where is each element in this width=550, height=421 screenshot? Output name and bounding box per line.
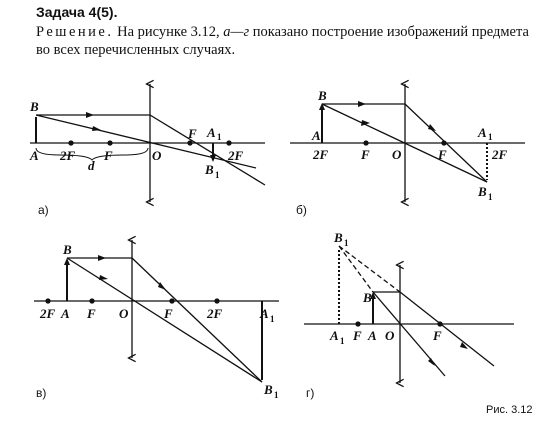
panel-v-label-F-right: F [164,306,173,321]
panel-g-label-B1: B [334,230,343,245]
panel-v-focus-point-2F-left [46,299,50,303]
panel-b-label-B1-sub: 1 [488,192,493,202]
panel-g-ray-refracted [400,292,494,366]
panel-a-focus-point-left2 [69,141,73,145]
panel-b-ray-arrowhead-1 [358,101,366,107]
panel-b-label-2F-right: 2F [492,147,508,162]
panel-a-ray-arrowhead-1 [86,112,94,118]
panel-a-label-B1-sub: 1 [215,170,220,180]
panel-g-label-F-right: F [433,328,442,343]
panel-v-label-B1: B [264,382,273,397]
solution-lead: Решение. [36,24,114,40]
panel-a-label-B: B [30,99,39,114]
panel-g-label-F-left: F [353,328,362,343]
panel-g-tag: г) [306,386,315,400]
panel-v-labels [36,242,279,400]
panel-v-label-2F-right: 2F [207,306,223,321]
panel-g-label-B: B [363,290,372,305]
panel-v-ray-arrowhead-1 [98,255,106,261]
panel-b-label-2F-left: 2F [313,147,329,162]
panel-g-label-A1: A [330,328,339,343]
panel-a-label-O: O [152,148,162,163]
panel-a-label-A1: A [207,125,216,140]
panel-v-label-O: O [119,306,129,321]
panel-g-ray-arrowhead-2 [428,358,435,366]
panel-b-focus-point-left [364,141,368,145]
panel-v-label-2F-left: 2F [40,306,56,321]
figure-caption: Рис. 3.12 [486,404,533,416]
panel-a-focus-point-right [188,141,192,145]
panel-v-label-A1-sub: 1 [270,314,275,324]
panel-v-label-A1: A [260,306,269,321]
task-title: Задача 4(5). [36,4,118,20]
panel-v-label-A: A [61,306,70,321]
panel-b-label-A1-sub: 1 [488,132,493,142]
panel-g-focus-point-right [438,322,442,326]
panel-a-label-F-left: F [104,148,113,163]
panel-g [304,246,514,383]
panel-a-focus-point-right2 [227,141,231,145]
panel-v-tag: в) [36,386,47,400]
panel-a-label-2F-left: 2F [60,148,76,163]
panel-b-label-B: B [318,88,327,103]
panel-v-focus-point-right [170,299,174,303]
panel-g-label-A: A [368,328,377,343]
panel-b-focus-point-right [442,141,446,145]
panel-g-label-B1-sub: 1 [344,238,349,248]
panel-v-ray-arrowhead-2 [99,275,108,280]
panel-b-label-A: A [312,128,321,143]
panel-a-label-F-right: F [188,126,197,141]
panel-v-label-F-left: F [87,306,96,321]
panel-b-ray-arrowhead-3 [428,124,436,131]
panel-b-tag: б) [296,203,307,217]
panel-v-focus-point-2F-right [215,299,219,303]
panel-v-label-B: B [63,242,72,257]
solution-range: а—г [223,24,250,40]
panel-g-label-A1-sub: 1 [340,336,345,346]
panel-a-focus-point-left [108,141,112,145]
panel-a-tag: а) [38,203,49,217]
panel-v-focus-point-left [90,299,94,303]
panel-b-label-B1: B [478,184,487,199]
panel-a [30,84,265,202]
panel-b-label-F-right: F [438,147,447,162]
panel-b-label-O: O [392,147,402,162]
panel-a-label-2F-right: 2F [228,148,244,163]
panel-v [34,240,279,382]
solution-text-after: показано построение изображений предмета во всех перечисленных случаях. [36,24,529,58]
panel-g-virtual-ray-2 [339,246,373,292]
solution-text-before: На рисунке 3.12, [117,24,220,40]
panel-a-label-B1: B [205,162,214,177]
panel-g-label-O: O [385,328,395,343]
panel-b-label-F-left: F [361,147,370,162]
panel-b-label-A1: A [478,125,487,140]
panel-a-label-A1-sub: 1 [217,132,222,142]
panel-v-ray-refracted [132,258,262,382]
panel-a-label-d: d [88,158,95,173]
panel-a-label-A: A [30,148,39,163]
panel-g-virtual-ray-1 [339,246,400,292]
panel-v-label-B1-sub: 1 [274,390,279,400]
panel-g-focus-point-left [356,322,360,326]
